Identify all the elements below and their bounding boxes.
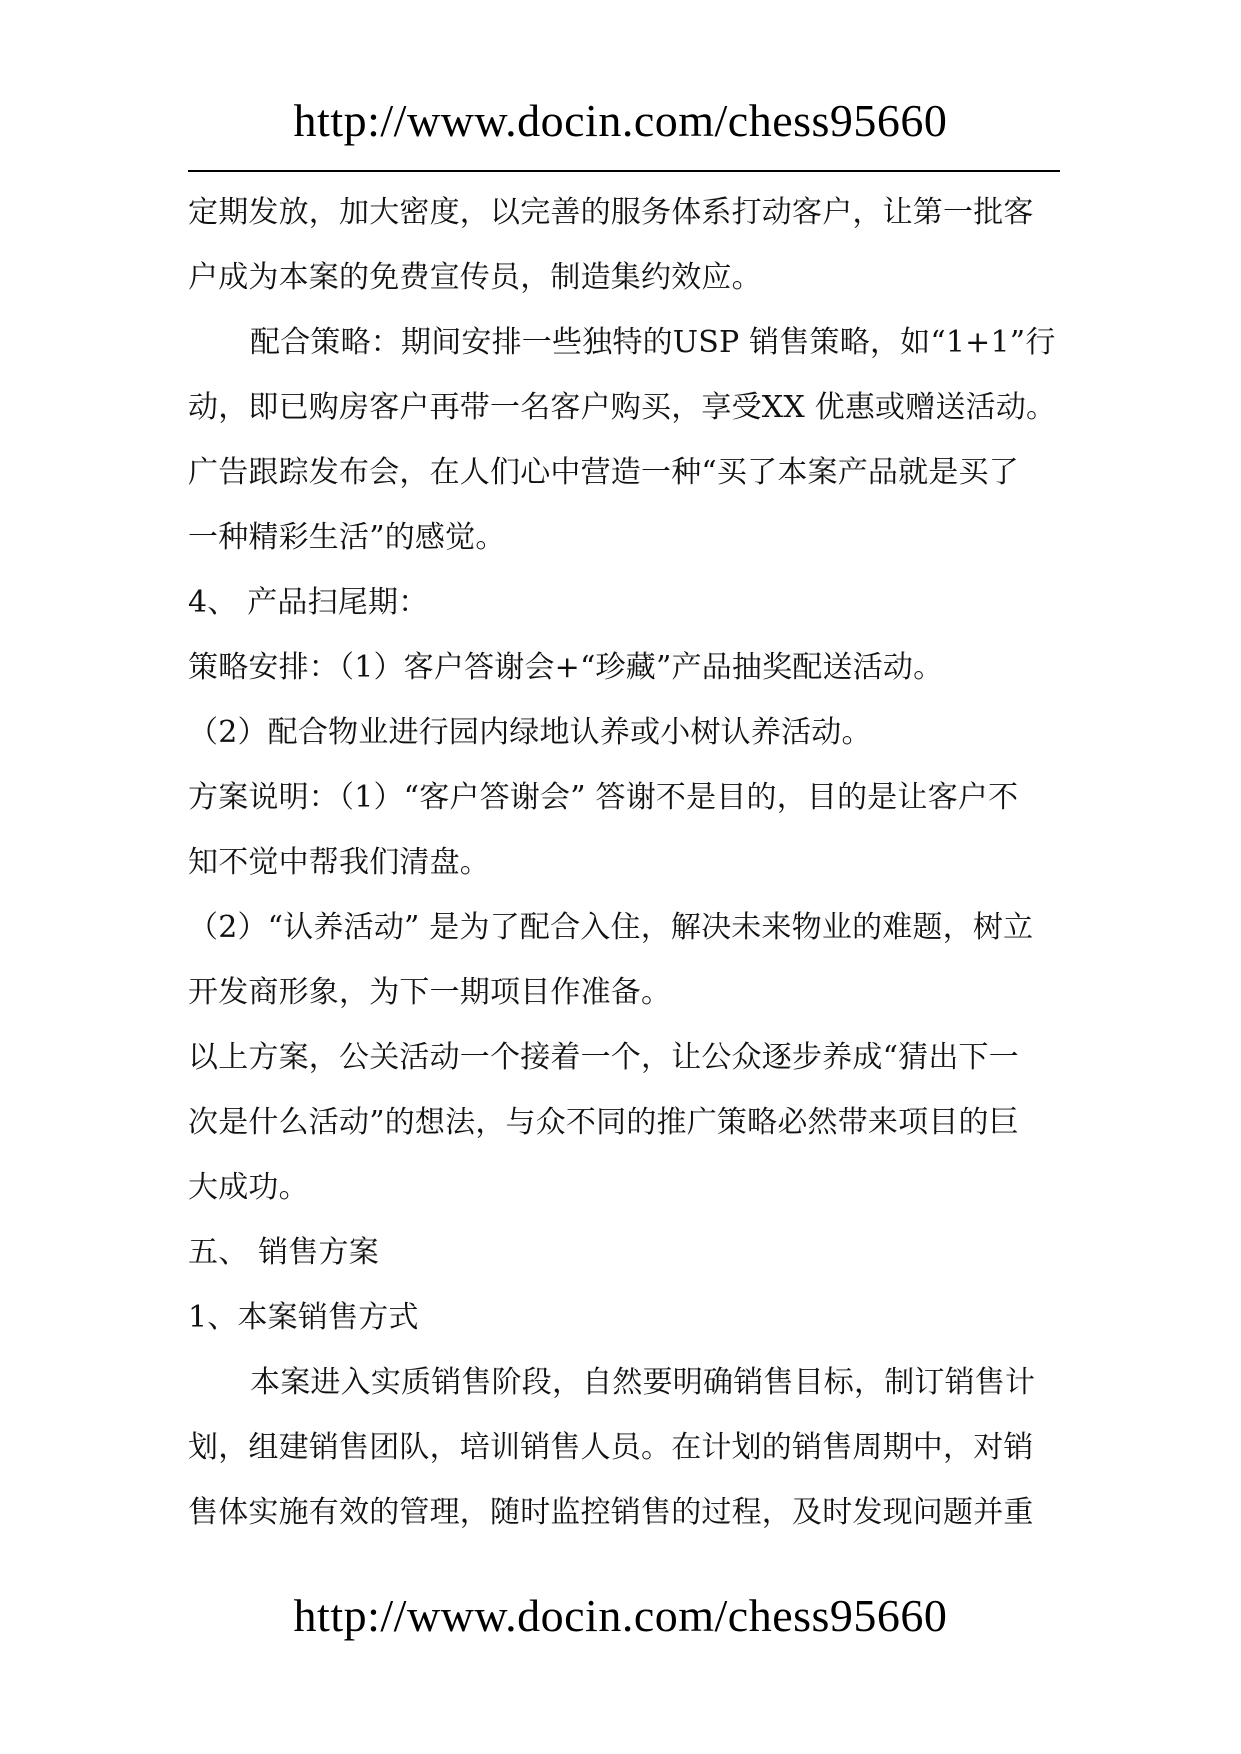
body-line: （2）配合物业进行园内绿地认养或小树认养活动。 bbox=[188, 715, 872, 750]
section-heading: 4、 产品扫尾期： bbox=[188, 585, 429, 620]
body-line: 知不觉中帮我们清盘。 bbox=[188, 845, 490, 880]
body-line: 一种精彩生活”的感觉。 bbox=[188, 520, 506, 555]
body-line: （2）“认养活动” 是为了配合入住，解决未来物业的难题，树立 bbox=[188, 910, 1034, 945]
body-line: 户成为本案的免费宣传员，制造集约效应。 bbox=[188, 260, 762, 295]
body-line: 次是什么活动”的想法，与众不同的推广策略必然带来项目的巨 bbox=[188, 1105, 1019, 1140]
body-line: 定期发放，加大密度，以完善的服务体系打动客户，让第一批客 bbox=[188, 195, 1034, 230]
header-url: http://www.docin.com/chess95660 bbox=[293, 95, 948, 146]
body-line: 划，组建销售团队，培训销售人员。在计划的销售周期中，对销 bbox=[188, 1430, 1034, 1465]
body-line: 广告跟踪发布会，在人们心中营造一种“买了本案产品就是买了 bbox=[188, 455, 1019, 490]
body-line: 配合策略：期间安排一些独特的USP 销售策略，如“1+1”行 bbox=[250, 325, 1056, 360]
body-line: 方案说明：（1）“客户答谢会” 答谢不是目的，目的是让客户不 bbox=[188, 780, 1019, 815]
body-line: 售体实施有效的管理，随时监控销售的过程，及时发现问题并重 bbox=[188, 1495, 1034, 1530]
body-line: 开发商形象，为下一期项目作准备。 bbox=[188, 975, 672, 1010]
section-heading: 五、 销售方案 bbox=[188, 1235, 379, 1270]
body-line: 大成功。 bbox=[188, 1170, 309, 1205]
header-divider bbox=[188, 170, 1060, 172]
footer-url: http://www.docin.com/chess95660 bbox=[293, 1590, 948, 1641]
document-body bbox=[188, 180, 1068, 1545]
body-line: 策略安排：（1）客户答谢会+“珍藏”产品抽奖配送活动。 bbox=[188, 650, 944, 685]
body-line: 动，即已购房客户再带一名客户购买，享受XX 优惠或赠送活动。 bbox=[188, 390, 1057, 425]
body-line: 以上方案，公关活动一个接着一个，让公众逐步养成“猜出下一 bbox=[188, 1040, 1019, 1075]
section-heading: 1、本案销售方式 bbox=[188, 1300, 419, 1335]
body-line: 本案进入实质销售阶段，自然要明确销售目标，制订销售计 bbox=[250, 1365, 1036, 1400]
